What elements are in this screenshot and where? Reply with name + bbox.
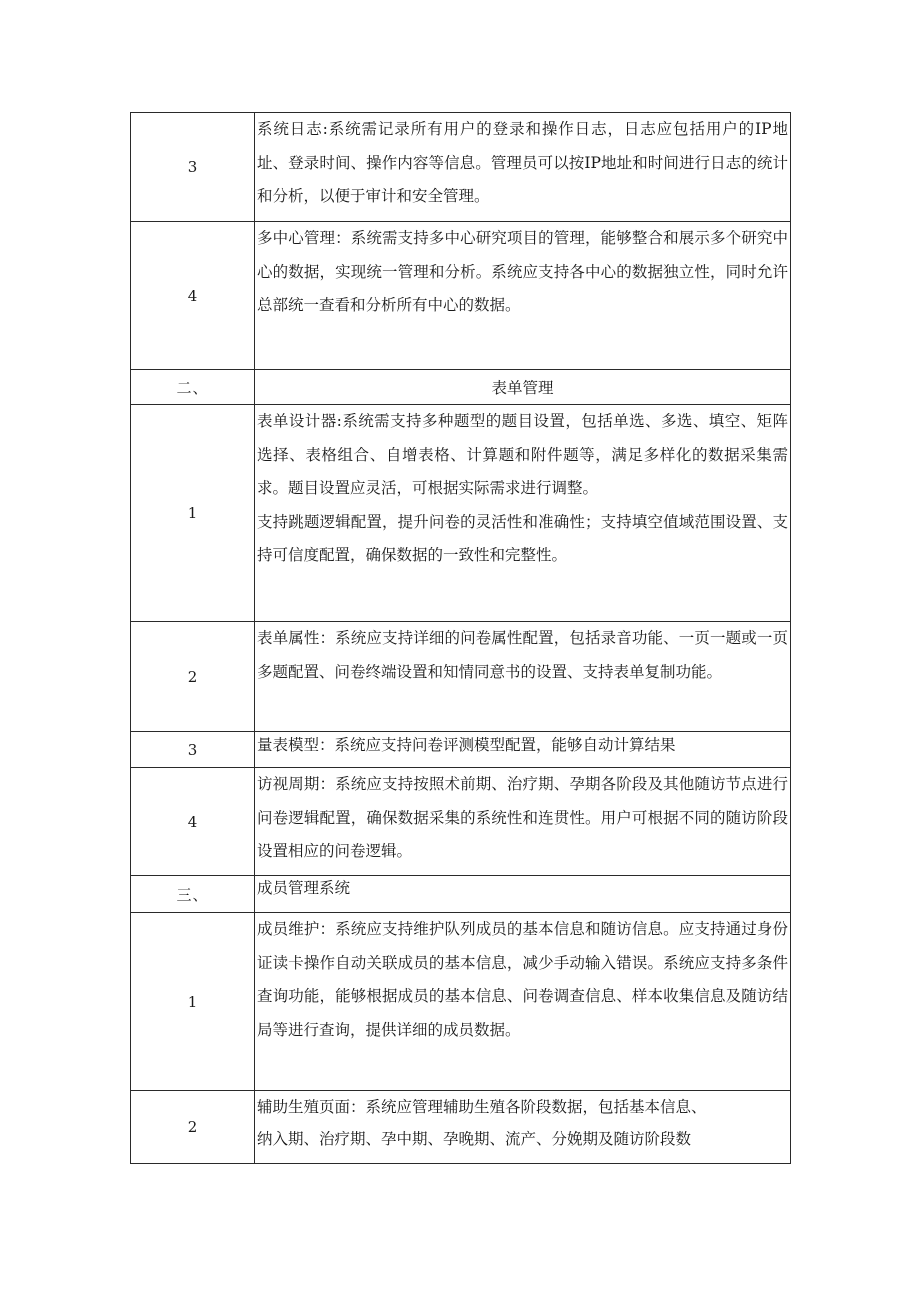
description-paragraph: 支持跳题逻辑配置，提升问卷的灵活性和准确性；支持填空值域范围设置、支持可信度配置，确保数据的一致性和完整性。 xyxy=(257,512,788,564)
description-paragraph: 系统日志:系统需记录所有用户的登录和操作日志，日志应包括用户的IP地址、登录时间、操作内容等信息。管理员可以按IP地址和时间进行日志的统计和分析，以便于审计和安全管理。 xyxy=(257,120,788,205)
description-paragraph: 辅助生殖页面：系统应管理辅助生殖各阶段数据，包括基本信息、 xyxy=(257,1098,707,1116)
description-paragraph: 访视周期：系统应支持按照术前期、治疗期、孕期各阶段及其他随访节点进行问卷逻辑配置，确保数据采集的系统性和连贯性。用户可根据不同的随访阶段设置相应的问卷逻辑。 xyxy=(257,775,788,860)
row-description xyxy=(255,622,791,732)
row-number: 3 xyxy=(131,113,255,222)
row-number: 2 xyxy=(131,1091,255,1164)
section-number: 二、 xyxy=(131,370,255,405)
row-description xyxy=(255,1091,791,1164)
table-row xyxy=(131,622,791,732)
row-description xyxy=(255,913,791,1091)
row-number: 1 xyxy=(131,913,255,1091)
section-header-row xyxy=(131,370,791,405)
description-paragraph: 成员维护：系统应支持维护队列成员的基本信息和随访信息。应支持通过身份证读卡操作自动关联成员的基本信息，减少手动输入错误。系统应支持多条件查询功能，能够根据成员的基本信息、问卷调查信息、样本收集信息及随访结局等进行查询，提供详细的成员数据。 xyxy=(257,920,788,1039)
section-number: 三、 xyxy=(131,876,255,913)
section-header-row xyxy=(131,876,791,913)
section-title: 表单管理 xyxy=(255,370,791,405)
table-row xyxy=(131,405,791,622)
row-description xyxy=(255,732,791,768)
description-paragraph: 表单属性：系统应支持详细的问卷属性配置，包括录音功能、一页一题或一页多题配置、问卷终端设置和知情同意书的设置、支持表单复制功能。 xyxy=(257,629,788,681)
row-number: 1 xyxy=(131,405,255,622)
description-paragraph: 表单设计器:系统需支持多种题型的题目设置，包括单选、多选、填空、矩阵选择、表格组合、自增表格、计算题和附件题等，满足多样化的数据采集需求。题目设置应灵活，可根据实际需求进行调整。 xyxy=(257,412,788,497)
table-row xyxy=(131,732,791,768)
row-description xyxy=(255,222,791,370)
table-row xyxy=(131,113,791,222)
section-title xyxy=(255,876,791,913)
row-description xyxy=(255,768,791,876)
row-number: 3 xyxy=(131,732,255,768)
row-number: 4 xyxy=(131,222,255,370)
row-number: 2 xyxy=(131,622,255,732)
description-paragraph: 成员管理系统 xyxy=(257,879,351,897)
description-paragraph: 纳入期、治疗期、孕中期、孕晚期、流产、分娩期及随访阶段数 xyxy=(257,1130,692,1148)
description-paragraph: 多中心管理：系统需支持多中心研究项目的管理，能够整合和展示多个研究中心的数据，实现统一管理和分析。系统应支持各中心的数据独立性，同时允许总部统一查看和分析所有中心的数据。 xyxy=(257,229,788,314)
requirements-table xyxy=(130,112,791,1164)
row-number: 4 xyxy=(131,768,255,876)
table-row xyxy=(131,913,791,1091)
table-row xyxy=(131,768,791,876)
row-description xyxy=(255,405,791,622)
table-row xyxy=(131,1091,791,1164)
row-description xyxy=(255,113,791,222)
table-row xyxy=(131,222,791,370)
description-paragraph: 量表模型：系统应支持问卷评测模型配置，能够自动计算结果 xyxy=(257,736,676,754)
